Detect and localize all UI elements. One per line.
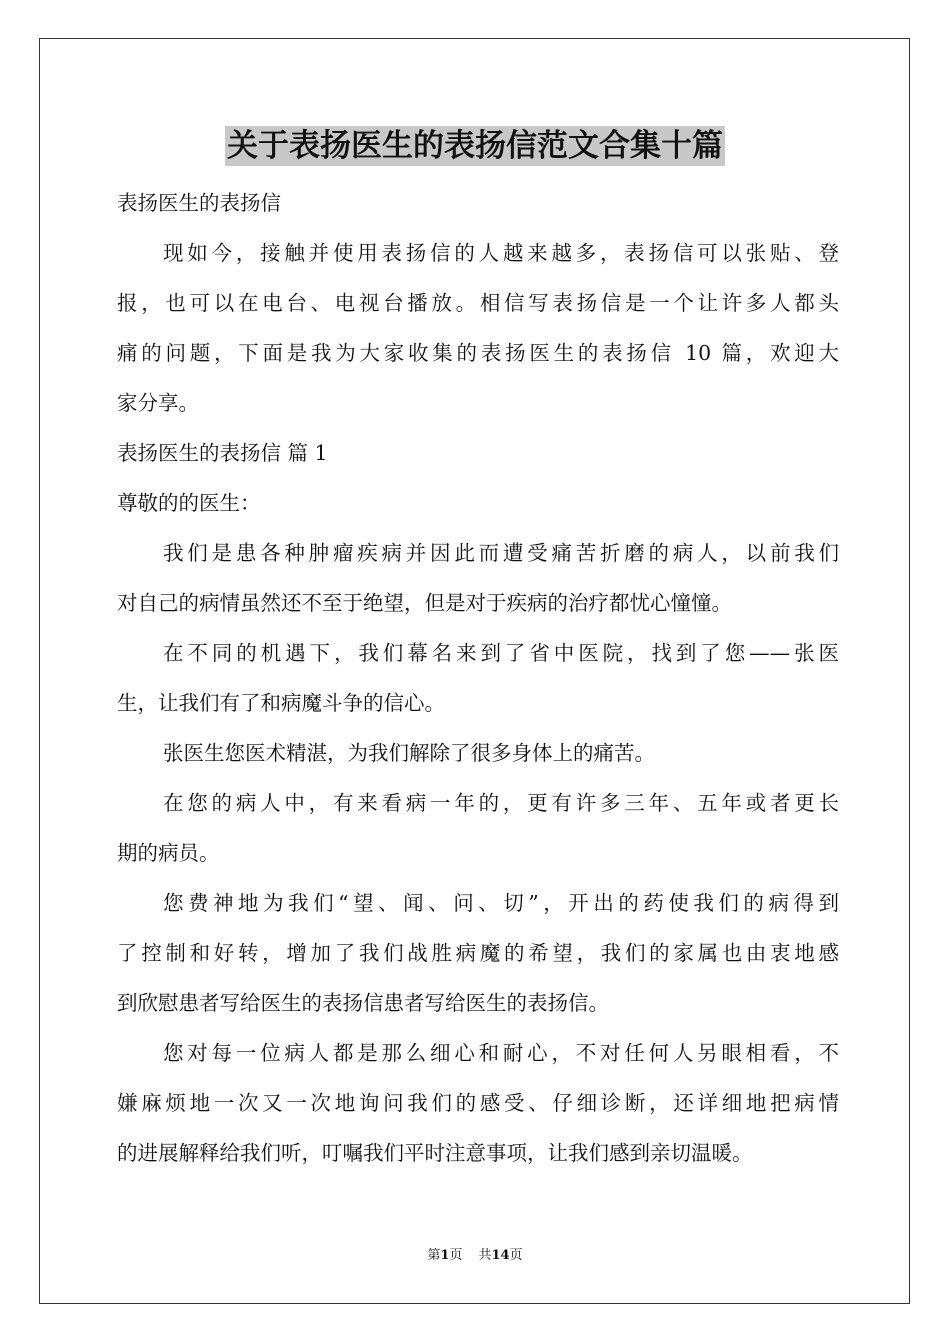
text-line: 了控制和好转，增加了我们战胜病魔的希望，我们的家属也由衷地感 (117, 941, 839, 965)
text-line: 期的病员。 (117, 841, 220, 865)
title-container (0, 126, 950, 166)
text-line: 尊敬的的医生： (117, 491, 261, 515)
text-line: 在不同的机遇下，我们幕名来到了省中医院，找到了您——张医 (163, 641, 839, 665)
text-line: 家分享。 (117, 391, 199, 415)
text-line: 在您的病人中，有来看病一年的，更有许多三年、五年或者更长 (163, 791, 839, 815)
text-line: 您对每一位病人都是那么细心和耐心，不对任何人另眼相看，不 (163, 1041, 839, 1065)
text-line: 对自己的病情虽然还不至于绝望，但是对于疾病的治疗都忧心憧憧。 (117, 591, 732, 615)
footer-page-prefix: 第 (427, 1248, 441, 1263)
text-line: 痛的问题，下面是我为大家收集的表扬医生的表扬信 10 篇，欢迎大 (117, 341, 839, 365)
document-title: 关于表扬医生的表扬信范文合集十篇 (227, 128, 723, 164)
text-line: 报，也可以在电台、电视台播放。相信写表扬信是一个让许多人都头 (117, 291, 839, 315)
text-line: 张医生您医术精湛，为我们解除了很多身体上的痛苦。 (163, 741, 655, 765)
footer-total-pages: 14 (491, 1248, 510, 1263)
text-line: 生，让我们有了和病魔斗争的信心。 (117, 691, 445, 715)
footer-total-suffix: 页 (509, 1248, 523, 1263)
text-line: 的进展解释给我们听，叮嘱我们平时注意事项，让我们感到亲切温暖。 (117, 1141, 753, 1165)
text-line: 嫌麻烦地一次又一次地询问我们的感受、仔细诊断，还详细地把病情 (117, 1091, 839, 1115)
text-line: 现如今，接触并使用表扬信的人越来越多，表扬信可以张贴、登 (163, 241, 839, 265)
text-line: 我们是患各种肿瘤疾病并因此而遭受痛苦折磨的病人，以前我们 (163, 541, 839, 565)
footer-total-prefix: 共 (478, 1248, 492, 1263)
text-line: 表扬医生的表扬信 篇 1 (117, 441, 328, 465)
document-body (117, 178, 839, 1178)
footer-page-number: 1 (440, 1248, 450, 1263)
text-line: 到欣慰患者写给医生的表扬信患者写给医生的表扬信。 (117, 991, 609, 1015)
text-line: 您费神地为我们“望、闻、问、切”，开出的药使我们的病得到 (163, 891, 839, 915)
footer-page-suffix: 页 (449, 1248, 463, 1263)
text-line: 表扬医生的表扬信 (117, 191, 281, 215)
page-footer (0, 1248, 950, 1264)
